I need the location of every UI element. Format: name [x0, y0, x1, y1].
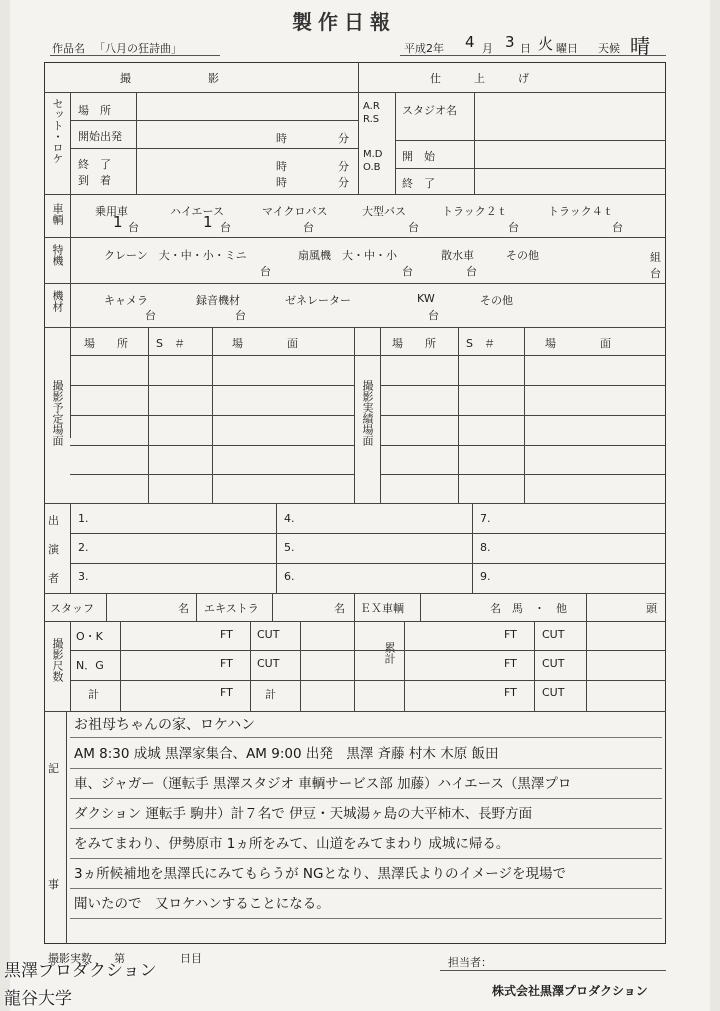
divider	[272, 593, 273, 621]
divider	[120, 621, 121, 711]
divider	[358, 62, 359, 194]
cum-ok-cut: CUT	[542, 628, 565, 641]
kw-unit: 台	[428, 309, 439, 322]
divider	[534, 621, 535, 711]
divider	[70, 120, 358, 121]
divider	[380, 385, 666, 386]
divider	[70, 680, 666, 681]
microbus-unit: 台	[303, 221, 314, 234]
watermark-production: 黒澤プロダクション	[4, 961, 157, 981]
charge-label: 担当者：	[448, 956, 492, 969]
truck2-unit: 台	[508, 221, 519, 234]
ex-vehicle-label: ＥＸ車輌	[360, 602, 404, 615]
divider	[70, 621, 71, 711]
divider	[44, 593, 666, 594]
divider	[44, 621, 666, 622]
divider	[70, 355, 666, 356]
weekday-value: 火	[538, 35, 554, 53]
ok-ft: FT	[220, 628, 233, 641]
divider	[136, 92, 137, 194]
divider	[106, 593, 107, 621]
divider	[44, 194, 666, 195]
day-label: 日	[520, 42, 531, 55]
cast-2: 2.	[78, 541, 89, 554]
form-title: 製作日報	[292, 10, 396, 34]
equipment-label: 機材	[51, 290, 64, 312]
ok-label: O・K	[76, 630, 103, 643]
actual-col-scene: 場 面	[545, 337, 611, 350]
month-value: 4	[465, 33, 475, 51]
actual-col-place: 場 所	[392, 337, 436, 350]
divider	[380, 474, 666, 475]
note-line-1: お祖母ちゃんの家、ロケハン	[74, 717, 256, 733]
divider	[300, 621, 301, 711]
shoot-header: 撮 影	[120, 72, 219, 85]
fan-unit: 台	[402, 265, 413, 278]
vehicle-microbus: マイクロバス	[262, 205, 328, 218]
ex-vehicle-unit: 名	[490, 602, 501, 615]
divider	[474, 92, 475, 194]
weather-label: 天候	[598, 42, 620, 55]
camera-unit: 台	[145, 309, 156, 322]
divider	[66, 711, 67, 944]
cast-label-2: 演	[48, 543, 59, 556]
divider	[44, 711, 666, 712]
work-label: 作品名	[52, 42, 85, 55]
divider	[70, 563, 666, 564]
equip-other: その他	[480, 294, 513, 307]
note-rule	[70, 888, 662, 889]
divider	[70, 194, 71, 438]
ng-label: N．G	[76, 659, 104, 672]
note-rule	[70, 737, 662, 738]
horse-unit: 頭	[646, 602, 657, 615]
divider	[380, 415, 666, 416]
car-count: 1	[113, 213, 123, 231]
date-underline	[400, 55, 666, 56]
divider	[395, 168, 666, 169]
vehicle-truck2: トラック２ｔ	[442, 205, 508, 218]
plan-col-scene: 場 面	[232, 337, 298, 350]
other-unit: 台	[650, 267, 661, 280]
footage-label: 撮影尺数	[51, 638, 64, 682]
end-hour: 時	[276, 160, 287, 173]
truck4-unit: 台	[612, 221, 623, 234]
equip-kw: KW	[417, 292, 435, 305]
divider	[70, 474, 354, 475]
date-prefix: 平成2年	[404, 42, 444, 55]
horse-label: 馬 ・ 他	[512, 602, 567, 615]
plan-col-s: S ＃	[156, 337, 185, 350]
divider	[70, 385, 354, 386]
cast-3: 3.	[78, 570, 89, 583]
divider	[70, 445, 354, 446]
day-value: 3	[505, 33, 515, 51]
note-rule	[70, 768, 662, 769]
note-line-4: ダクション 運転手 駒井）計７名で 伊豆・天城湯ヶ島の大平柿木、長野方面	[74, 806, 533, 822]
note-line-2: AM 8:30 成城 黒澤家集合、AM 9:00 出発 黒澤 斉藤 村木 木原 飯田	[74, 746, 499, 762]
ng-ft: FT	[220, 657, 233, 670]
note-line-6: 3ヵ所候補地を黒澤氏にみてもらうが NGとなり、黒澤氏よりのイメージを現場で	[74, 866, 567, 882]
equip-recorder: 録音機材	[196, 294, 240, 307]
start-minute: 分	[338, 132, 349, 145]
planned-label: 撮影予定場面	[51, 380, 64, 446]
arrive-hour: 時	[276, 176, 287, 189]
note-rule	[70, 828, 662, 829]
cast-label-1: 出	[48, 514, 59, 527]
divider	[586, 621, 587, 711]
total-label: 計	[88, 688, 99, 701]
cast-8: 8.	[480, 541, 491, 554]
special-label: 特機	[51, 244, 64, 266]
crane-unit: 台	[260, 265, 271, 278]
total-ft: FT	[220, 686, 233, 699]
vehicle-truck4: トラック４ｔ	[548, 205, 614, 218]
arrive-label: 到 着	[78, 174, 111, 187]
note-line-7: 聞いたので 又ロケハンすることになる。	[74, 896, 330, 912]
ng-cut: CUT	[257, 657, 280, 670]
car-unit: 台	[128, 221, 139, 234]
hiace-unit: 台	[220, 221, 231, 234]
divider	[395, 92, 396, 194]
divider	[70, 533, 666, 534]
divider	[70, 650, 666, 651]
notes-label-2: 事	[48, 878, 59, 891]
vehicle-hiace: ハイエース	[170, 205, 225, 218]
note-line-3: 車、ジャガー（運転手 黒澤スタジオ 車輌サービス部 加藤）ハイエース（黒澤プロ	[74, 776, 572, 792]
hiace-count: 1	[203, 213, 213, 231]
set-loca-label: セット・ロケ	[51, 98, 64, 164]
staff-unit: 名	[178, 602, 189, 615]
start-hour: 時	[276, 132, 287, 145]
divider	[44, 283, 666, 284]
divider	[44, 327, 666, 328]
cum-total-cut: CUT	[542, 686, 565, 699]
work-underline	[50, 55, 220, 56]
divider	[420, 593, 421, 621]
special-water: 散水車	[441, 249, 474, 262]
finish-label: 終 了	[402, 177, 435, 190]
weather-value: 晴	[630, 34, 650, 58]
cast-1: 1.	[78, 512, 89, 525]
note-line-5: をみてまわり、伊勢原市 1ヵ所をみて、山道をみてまわり 成城に帰る。	[74, 836, 510, 852]
divider	[395, 140, 666, 141]
watermark-university: 龍谷大学	[4, 989, 72, 1009]
ar-rs-label: A.R R.S	[363, 101, 380, 125]
divider	[44, 503, 666, 504]
begin-label: 開 始	[402, 150, 435, 163]
place-label: 場 所	[78, 104, 111, 117]
bus-unit: 台	[408, 221, 419, 234]
notes-label-1: 記	[48, 762, 59, 775]
divider	[380, 445, 666, 446]
note-rule	[70, 918, 662, 919]
month-label: 月	[482, 42, 493, 55]
cast-6: 6.	[284, 570, 295, 583]
equip-camera: キャメラ	[104, 294, 148, 307]
actual-col-s: S ＃	[466, 337, 495, 350]
divider	[354, 593, 355, 621]
special-other: その他	[506, 249, 539, 262]
divider	[354, 621, 355, 711]
cum-ng-cut: CUT	[542, 657, 565, 670]
equip-generator: ゼネレーター	[285, 294, 351, 307]
company-name: 株式会社黒澤プロダクション	[492, 984, 648, 998]
note-rule	[70, 858, 662, 859]
work-title: 「八月の狂詩曲」	[94, 42, 182, 55]
cumulative-label: 累計	[383, 642, 396, 664]
extra-label: エキストラ	[204, 602, 259, 615]
set-unit: 組	[650, 251, 661, 264]
divider	[250, 621, 251, 711]
total-cut-label: 計	[265, 688, 276, 701]
vehicle-car: 乗用車	[95, 205, 128, 218]
cum-ng-ft: FT	[504, 657, 517, 670]
vehicle-label: 車輌	[51, 203, 64, 225]
plan-col-place: 場 所	[84, 337, 128, 350]
note-rule	[70, 798, 662, 799]
cum-ok-ft: FT	[504, 628, 517, 641]
special-crane: クレーン 大・中・小・ミニ	[104, 249, 247, 262]
extra-unit: 名	[334, 602, 345, 615]
special-fan: 扇風機 大・中・小	[298, 249, 397, 262]
vehicle-bus: 大型バス	[362, 205, 406, 218]
divider	[196, 593, 197, 621]
divider	[70, 148, 358, 149]
actual-label: 撮影実績場面	[361, 380, 374, 446]
divider	[70, 92, 71, 194]
weekday-label: 曜日	[556, 42, 578, 55]
divider	[586, 593, 587, 621]
water-unit: 台	[466, 265, 477, 278]
cast-5: 5.	[284, 541, 295, 554]
ok-cut: CUT	[257, 628, 280, 641]
start-label: 開始出発	[78, 130, 122, 143]
divider	[354, 327, 355, 503]
cast-7: 7.	[480, 512, 491, 525]
cast-9: 9.	[480, 570, 491, 583]
divider	[70, 503, 71, 593]
divider	[472, 503, 473, 593]
charge-underline	[440, 970, 666, 971]
divider	[276, 503, 277, 593]
arrive-minute: 分	[338, 176, 349, 189]
divider	[44, 92, 666, 93]
shooting-days: 撮影実数 第 日目	[48, 952, 202, 965]
staff-label: スタッフ	[50, 602, 94, 615]
divider	[70, 415, 354, 416]
cum-total-ft: FT	[504, 686, 517, 699]
end-label: 終 了	[78, 158, 111, 171]
divider	[44, 237, 666, 238]
cast-label-3: 者	[48, 572, 59, 585]
finish-header: 仕 上 げ	[430, 72, 529, 85]
recorder-unit: 台	[235, 309, 246, 322]
cast-4: 4.	[284, 512, 295, 525]
studio-label: スタジオ名	[402, 104, 457, 117]
end-minute: 分	[338, 160, 349, 173]
md-ob-label: M.D O.B	[363, 149, 383, 173]
divider	[404, 621, 405, 711]
